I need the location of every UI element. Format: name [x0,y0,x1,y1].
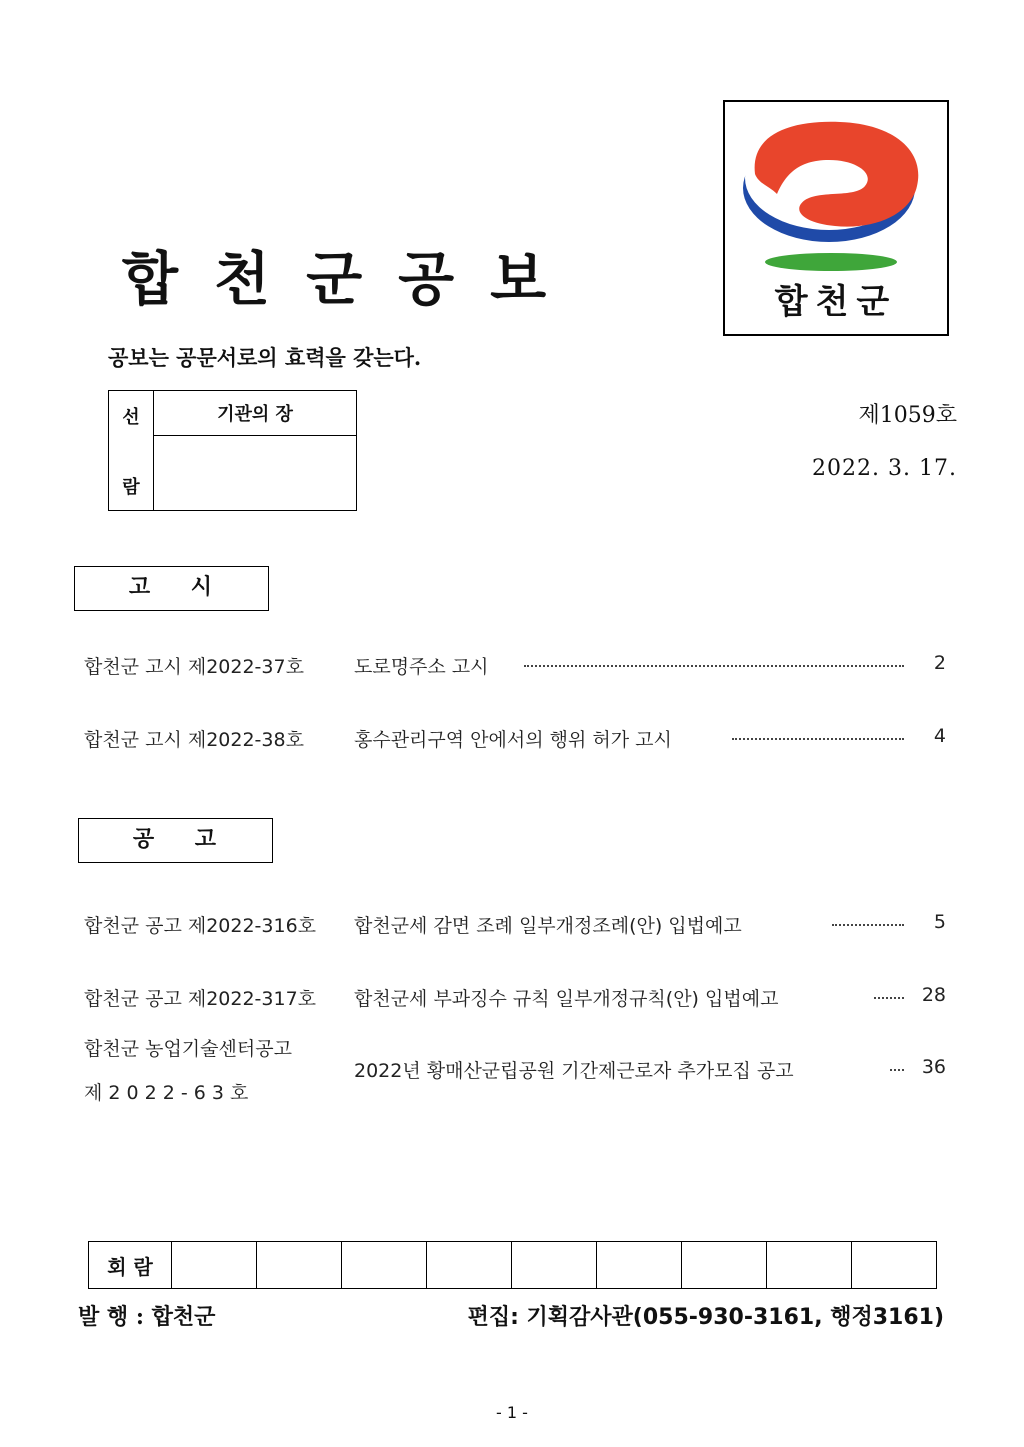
notice-title: 합천군세 부과징수 규칙 일부개정규칙(안) 입법예고 [354,988,779,1010]
title-char: 공 [398,245,461,313]
section-label: 고 시 [128,575,215,600]
page-number: 4 [933,725,946,747]
page-footer-number: - 1 - [496,1403,528,1422]
notice-code: 합천군 고시 제2022-38호 [84,729,304,751]
hoeram-table [88,1241,937,1289]
logo-text: 합천군 [774,282,898,322]
logo-emblem-icon [725,102,947,272]
notice-code: 합천군 공고 제2022-317호 [84,988,317,1010]
signature-cell [852,1242,937,1289]
seonram-head: 기관의 장 [154,391,357,436]
issue-date: 2022. 3. 17. [812,456,957,481]
signature-cell [427,1242,512,1289]
notice-title: 홍수관리구역 안에서의 행위 허가 고시 [354,729,672,751]
signature-cell [597,1242,682,1289]
section-heading-gonggo [78,818,273,863]
page-number: 2 [933,652,946,674]
publisher: 발 행 : 합천군 [78,1304,216,1330]
hoeram-label: 회 람 [89,1242,172,1289]
list-item[interactable] [84,984,964,1012]
signature-cell [512,1242,597,1289]
leader-dots [874,997,904,999]
leader-dots [732,738,904,740]
title-char: 보 [490,245,553,313]
leader-dots [890,1069,904,1071]
leader-dots [832,924,904,926]
notice-code: 합천군 농업기술센터공고 [84,1038,292,1060]
list-item[interactable] [84,1034,964,1108]
list-item[interactable] [84,725,964,753]
page-number: 5 [933,911,946,933]
page-number: 28 [921,984,946,1006]
editor-contact: 편집: 기획감사관(055-930-3161, 행정3161) [467,1305,944,1330]
signature-cell [682,1242,767,1289]
signature-cell [342,1242,427,1289]
issue-number: 제1059호 [858,403,957,428]
page-number: 36 [921,1056,946,1078]
notice-code: 합천군 고시 제2022-37호 [84,656,304,678]
seonram-label: 선 [122,406,140,428]
notice-title: 2022년 황매산군립공원 기간제근로자 추가모집 공고 [354,1060,794,1082]
notice-title: 합천군세 감면 조례 일부개정조례(안) 입법예고 [354,915,742,937]
title-char: 합 [122,245,185,313]
seonram-signature-cell [154,436,357,511]
signature-cell [172,1242,257,1289]
page-title [122,232,582,316]
list-item[interactable] [84,652,964,680]
notice-code: 합천군 공고 제2022-316호 [84,915,317,937]
logo [723,100,949,336]
signature-cell [257,1242,342,1289]
seonram-table [108,390,357,511]
subtitle: 공보는 공문서로의 효력을 갖는다. [108,345,422,370]
title-char: 천 [214,245,277,313]
notice-code: 제 2 0 2 2 - 6 3 호 [84,1082,249,1104]
section-heading-gosi [74,566,269,611]
title-char: 군 [306,245,369,313]
list-item[interactable] [84,911,964,939]
seonram-label: 람 [122,476,140,498]
signature-cell [767,1242,852,1289]
notice-title: 도로명주소 고시 [354,656,489,678]
leader-dots [524,665,904,667]
section-label: 공 고 [132,827,219,852]
